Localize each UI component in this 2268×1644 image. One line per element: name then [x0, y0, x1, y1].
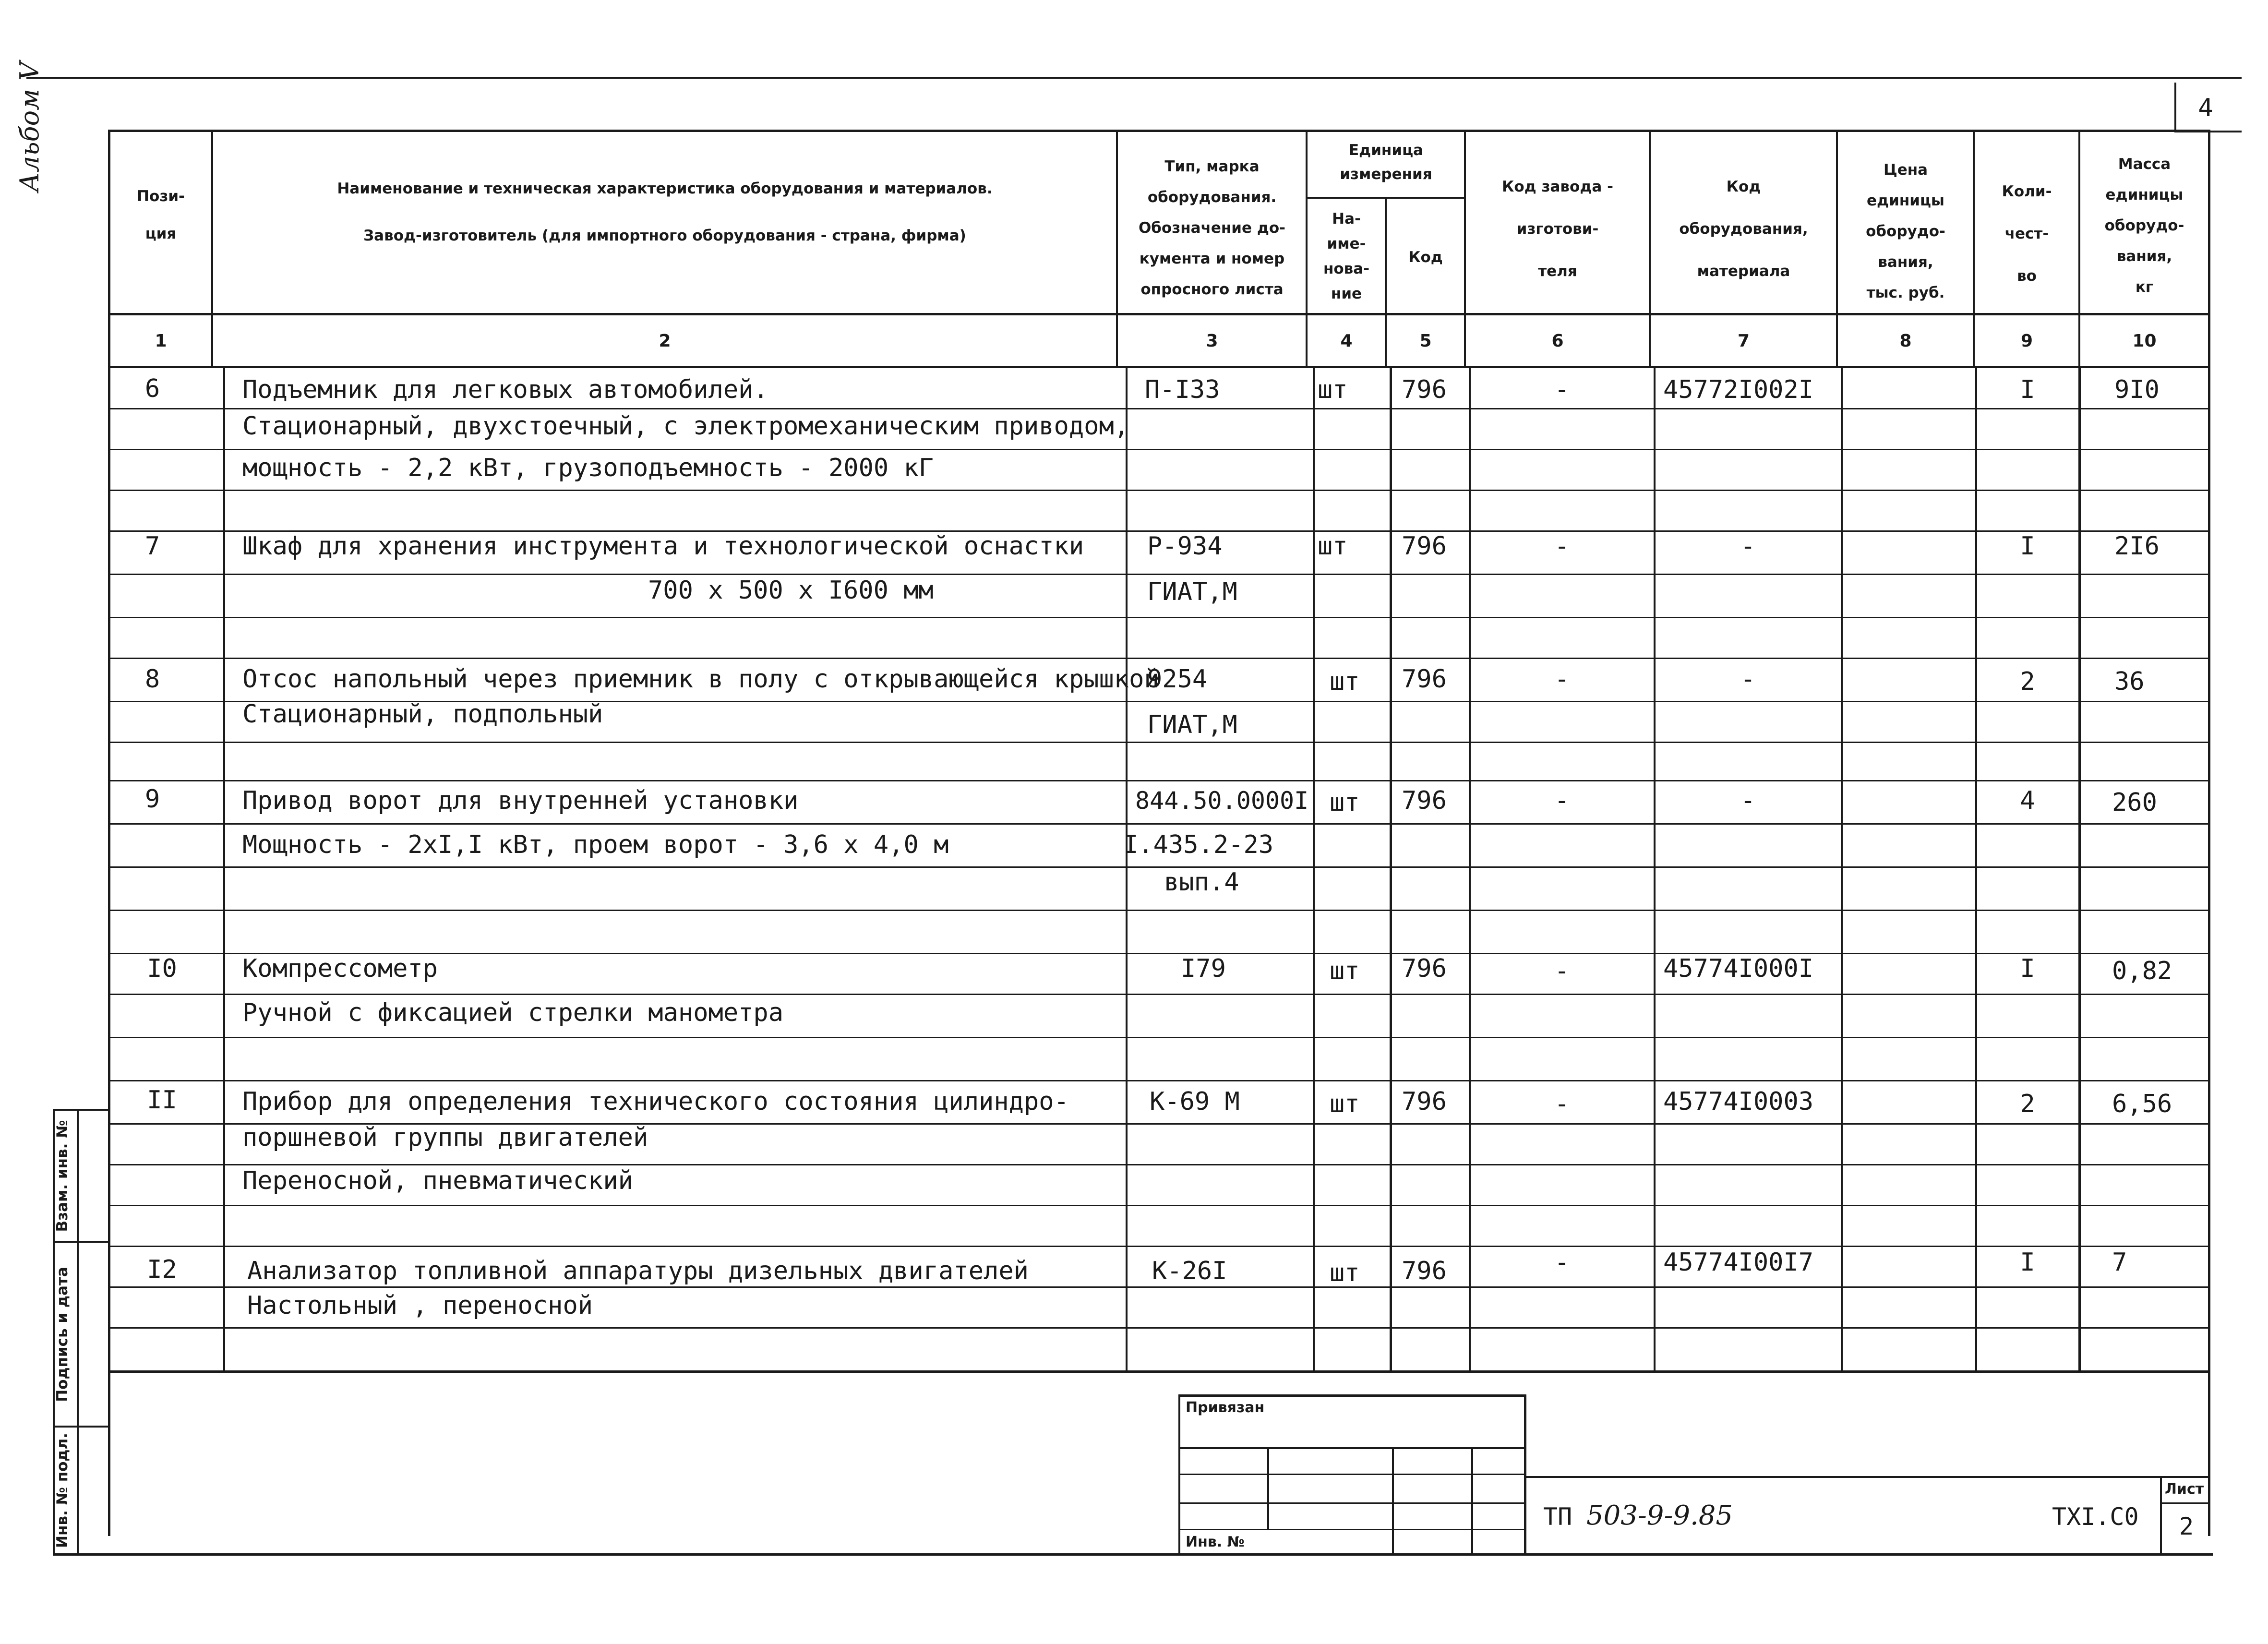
tb-list-number: 2: [2179, 1512, 2194, 1540]
row-name-line: мощность - 2,2 кВт, грузоподъемность - 2000 кГ: [242, 454, 934, 482]
row-equip-code: -: [1740, 786, 1756, 815]
row-line: [110, 490, 2208, 491]
body-div-4: [1390, 367, 1392, 1370]
header-qty: Коли- чест- во: [2002, 183, 2052, 285]
hdr-div-8: [1973, 130, 1975, 367]
row-equip-code: 45774I00I7: [1663, 1248, 1814, 1277]
row-line: [110, 1164, 2208, 1165]
row-line: [110, 1327, 2208, 1329]
row-qty: 2: [2020, 667, 2035, 696]
row-plant-code: -: [1554, 1248, 1570, 1277]
top-border-line: [26, 77, 2242, 79]
row-plant-code: -: [1554, 532, 1570, 561]
row-name-line: Прибор для определения технического состояния цилиндро-: [242, 1087, 1069, 1116]
row-unit-code: 796: [1402, 1257, 1447, 1285]
tb-h1: [1178, 1447, 1526, 1449]
table-top-line: [108, 130, 2210, 132]
colnum-5: 5: [1419, 331, 1432, 351]
header-name-line2: Завод-изготовитель (для импортного оборудования - страна, фирма): [363, 227, 966, 244]
row-type: 844.50.0000I: [1135, 787, 1309, 815]
row-type: I.435.2-23: [1123, 830, 1274, 859]
tb-doc-code: ТХI.С0: [2052, 1503, 2139, 1531]
row-mass: 6,56: [2112, 1090, 2172, 1118]
row-type: 9254: [1147, 665, 1208, 694]
row-unit: шт: [1330, 788, 1360, 817]
row-line: [110, 449, 2208, 450]
corner-box-left: [2174, 83, 2176, 131]
stamp-vzam: Взам. инв. №: [54, 1120, 71, 1232]
row-name-line: Стационарный, двухстоечный, с электромеханическим приводом,: [242, 412, 1129, 441]
row-unit: шт: [1330, 1259, 1360, 1287]
hdr-div-2: [1116, 130, 1118, 367]
row-type: ГИАТ,М: [1147, 577, 1237, 606]
tb-v2: [1392, 1447, 1394, 1555]
row-position: 6: [144, 374, 160, 403]
row-mass: 9I0: [2114, 375, 2160, 404]
row-name-line: Анализатор топливной аппаратуры дизельных двигателей: [247, 1257, 1029, 1285]
album-label: Альбом V: [14, 61, 45, 192]
row-type: ГИАТ,М: [1147, 710, 1237, 739]
row-line: [110, 1080, 2208, 1081]
row-type: I79: [1181, 954, 1226, 983]
row-unit-code: 796: [1402, 532, 1447, 561]
body-div-9: [2078, 367, 2081, 1370]
row-line: [110, 1286, 2208, 1288]
row-equip-code: -: [1740, 532, 1756, 561]
row-type: П-I33: [1145, 375, 1220, 404]
tb-outer-top: [1178, 1394, 1526, 1397]
row-name-line: поршневой группы двигателей: [242, 1123, 648, 1152]
tb-list-divider: [2160, 1476, 2162, 1555]
row-unit-code: 796: [1402, 1087, 1447, 1116]
tb-privyazan: Привязан: [1186, 1399, 1265, 1416]
row-name-line: Переносной, пневматический: [242, 1166, 633, 1195]
row-line: [110, 742, 2208, 743]
tb-main-top: [1526, 1476, 2210, 1478]
row-equip-code: -: [1740, 665, 1756, 694]
row-mass: 260: [2112, 788, 2157, 817]
row-mass: 0,82: [2112, 957, 2172, 985]
row-unit-code: 796: [1402, 665, 1447, 694]
row-line: [110, 574, 2208, 575]
colnum-10: 10: [2132, 331, 2157, 351]
row-unit-code: 796: [1402, 786, 1447, 815]
unit-group-line: [1306, 197, 1466, 199]
tb-list-h: [2160, 1502, 2210, 1504]
colnum-9: 9: [2020, 331, 2033, 351]
body-div-5: [1469, 367, 1471, 1370]
row-plant-code: -: [1554, 665, 1570, 694]
header-bottom-line: [108, 313, 2210, 315]
row-line: [110, 823, 2208, 825]
row-line: [110, 408, 2208, 409]
row-qty: 4: [2020, 786, 2035, 815]
colnum-bottom-line: [108, 366, 2210, 368]
body-div-2: [1126, 367, 1128, 1370]
stamp-podpis: Подпись и дата: [54, 1267, 71, 1402]
row-qty: I: [2020, 1248, 2035, 1277]
colnum-4: 4: [1340, 331, 1353, 351]
row-unit: шт: [1330, 957, 1360, 985]
stamp-div-1: [53, 1241, 110, 1243]
hdr-div-9: [2078, 130, 2080, 367]
row-line: [110, 658, 2208, 659]
row-line: [110, 1246, 2208, 1247]
tb-h3: [1178, 1502, 1526, 1504]
body-div-6: [1654, 367, 1656, 1370]
tb-h4: [1178, 1529, 1526, 1530]
table-bottom-line: [108, 1370, 2210, 1373]
body-div-1: [223, 367, 225, 1370]
header-unit-group: Единица измерения: [1340, 142, 1432, 183]
row-name-line: Привод ворот для внутренней установки: [242, 786, 799, 815]
tb-inv-no: Инв. №: [1186, 1534, 1245, 1550]
row-position: II: [147, 1086, 177, 1115]
row-position: 9: [144, 785, 160, 814]
header-type: Тип, марка оборудования. Обозначение до- кумента и номер опросного листа: [1138, 158, 1286, 298]
row-type: вып.4: [1164, 868, 1239, 897]
hdr-div-3: [1306, 130, 1308, 367]
row-name-line: Настольный , переносной: [247, 1291, 593, 1320]
row-qty: I: [2020, 532, 2035, 561]
header-position: Пози- ция: [137, 188, 185, 242]
stamp-inv-podl: Инв. № подл.: [54, 1433, 71, 1548]
row-position: 7: [144, 532, 160, 561]
tb-doc-prefix: ТП: [1543, 1503, 1572, 1531]
colnum-6: 6: [1551, 331, 1564, 351]
colnum-2: 2: [659, 331, 671, 351]
colnum-3: 3: [1206, 331, 1218, 351]
row-plant-code: -: [1554, 786, 1570, 815]
row-line: [110, 617, 2208, 618]
page-bottom-line: [53, 1553, 2213, 1556]
row-line: [110, 910, 2208, 911]
tb-v1: [1267, 1447, 1269, 1529]
body-div-8: [1975, 367, 1977, 1370]
header-price: Цена единицы оборудо- вания, тыс. руб.: [1866, 161, 1945, 301]
row-plant-code: -: [1554, 375, 1570, 404]
hdr-div-6: [1649, 130, 1651, 367]
stamp-top: [53, 1109, 110, 1111]
row-equip-code: 45774I000I: [1663, 954, 1814, 983]
header-name-line1: Наименование и техническая характеристика оборудования и материалов.: [337, 180, 993, 197]
body-div-7: [1841, 367, 1843, 1370]
row-type: Р-934: [1147, 532, 1223, 561]
table-right-line: [2208, 130, 2210, 1536]
stamp-inner-right: [77, 1109, 79, 1555]
row-name-line: Компрессометр: [242, 954, 438, 983]
header-equip-code: Код оборудования, материала: [1679, 178, 1808, 280]
row-qty: I: [2020, 954, 2035, 983]
row-unit: шт: [1330, 667, 1360, 696]
row-line: [110, 994, 2208, 995]
row-unit: шт: [1318, 375, 1348, 404]
tb-doc-number: 503-9-9.85: [1586, 1500, 1733, 1531]
row-qty: 2: [2020, 1090, 2035, 1118]
row-unit: шт: [1318, 532, 1348, 561]
row-name-line: Ручной с фиксацией стрелки манометра: [242, 998, 784, 1027]
tb-h2: [1178, 1474, 1526, 1475]
tb-v3: [1471, 1447, 1473, 1555]
colnum-8: 8: [1899, 331, 1912, 351]
header-unit-code: Код: [1408, 249, 1443, 266]
hdr-div-1: [211, 130, 213, 367]
hdr-div-7: [1836, 130, 1838, 367]
row-name-line: Подъемник для легковых автомобилей.: [242, 375, 768, 404]
header-unit-name: На- име- нова- ние: [1323, 210, 1370, 302]
row-position: 8: [144, 665, 160, 694]
colnum-7: 7: [1737, 331, 1750, 351]
body-div-3: [1313, 367, 1315, 1370]
row-line: [110, 1205, 2208, 1206]
row-line: [110, 866, 2208, 868]
row-mass: 36: [2114, 667, 2145, 696]
row-unit: шт: [1330, 1090, 1360, 1118]
row-position: I2: [147, 1255, 177, 1284]
sheet-corner-number: 4: [2198, 94, 2213, 122]
colnum-1: 1: [155, 331, 167, 351]
row-name-line: Отсос напольный через приемник в полу с открывающейся крышкой: [242, 665, 1159, 694]
row-position: I0: [147, 954, 177, 983]
row-name-line: Шкаф для хранения инструмента и технологической оснастки: [242, 532, 1084, 561]
row-plant-code: -: [1554, 1090, 1570, 1118]
row-line: [110, 780, 2208, 781]
hdr-div-5: [1464, 130, 1466, 367]
row-mass: 2I6: [2114, 532, 2160, 561]
tb-list-label: Лист: [2165, 1481, 2204, 1498]
row-plant-code: -: [1554, 957, 1570, 985]
row-name-line: Мощность - 2хI,I кВт, проем ворот - 3,6 х 4,0 м: [242, 830, 949, 859]
hdr-div-4: [1385, 197, 1387, 367]
header-plant-code: Код завода - изготови- теля: [1502, 178, 1613, 280]
row-name-line: Стационарный, подпольный: [242, 700, 603, 729]
row-equip-code: 45774I0003: [1663, 1087, 1814, 1116]
row-mass: 7: [2112, 1248, 2127, 1277]
row-unit-code: 796: [1402, 954, 1447, 983]
row-type: К-26I: [1152, 1257, 1227, 1285]
header-mass: Масса единицы оборудо- вания, кг: [2104, 156, 2184, 296]
row-type: К-69 М: [1150, 1087, 1240, 1116]
row-equip-code: 45772I002I: [1663, 375, 1814, 404]
row-unit-code: 796: [1402, 375, 1447, 404]
row-qty: I: [2020, 375, 2035, 404]
row-name-line: 700 х 500 х I600 мм: [648, 576, 934, 605]
row-line: [110, 1037, 2208, 1038]
